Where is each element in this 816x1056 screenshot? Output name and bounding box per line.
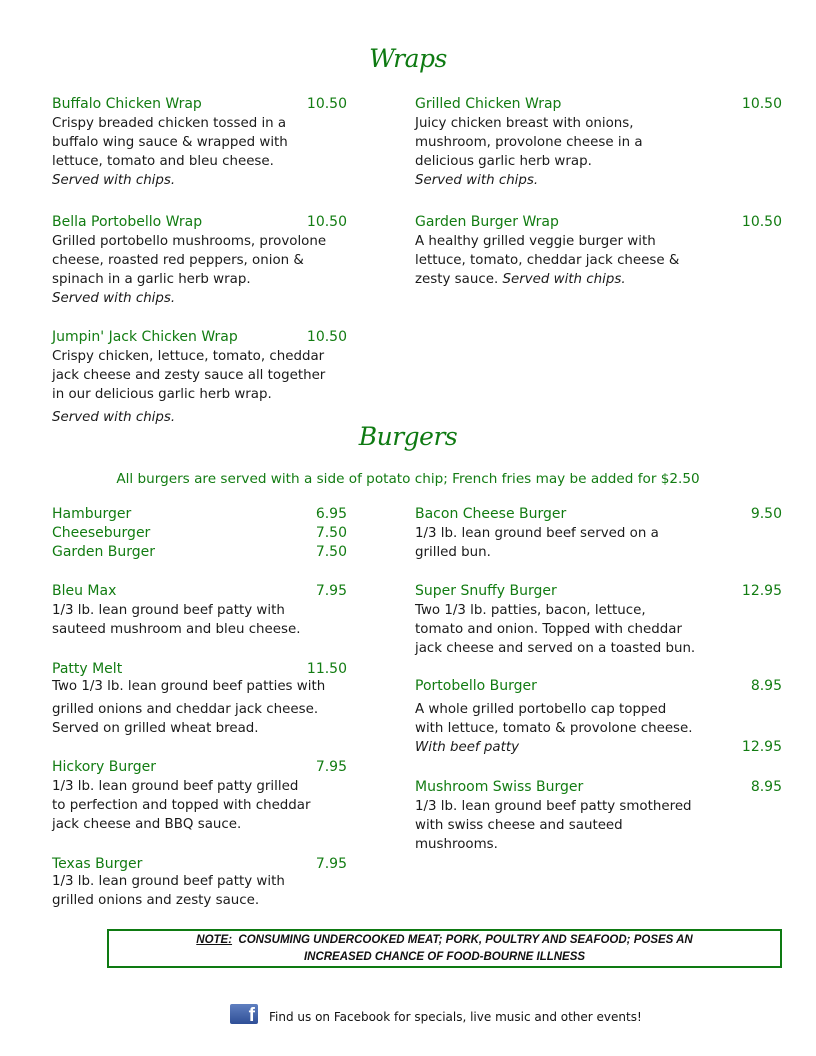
item-option-price: 12.95	[741, 739, 782, 755]
item-name: Hickory Burger	[52, 759, 157, 775]
menu-item-cheeseburger	[52, 524, 347, 543]
item-name: Garden Burger Wrap	[415, 214, 559, 230]
item-price: 12.95	[741, 583, 782, 599]
item-description: Two 1/3 lb. patties, bacon, lettuce, tomato and onion. Topped with cheddar jack cheese and served on a toasted bun.	[415, 603, 696, 656]
item-price: 8.95	[750, 779, 782, 795]
item-price: 7.95	[315, 759, 347, 775]
facebook-icon-letter: f	[248, 1005, 255, 1026]
item-served-with: Served with chips.	[415, 173, 539, 188]
item-price: 8.95	[750, 678, 782, 694]
item-price: 7.50	[315, 544, 347, 560]
item-description-wrapper	[415, 232, 782, 289]
item-name: Cheeseburger	[52, 525, 151, 541]
item-description: Grilled portobello mushrooms, provolone cheese, roasted red peppers, onion & spinach in a garlic herb wrap.	[52, 234, 327, 287]
item-description: A whole grilled portobello cap topped with lettuce, tomato & provolone cheese.	[415, 702, 693, 736]
item-name: Patty Melt	[52, 661, 123, 677]
item-price: 10.50	[306, 96, 347, 112]
menu-item-buffalo-chicken-wrap	[52, 95, 347, 190]
item-description-line1: Two 1/3 lb. lean ground beef patties with	[52, 679, 326, 694]
item-name: Portobello Burger	[415, 678, 537, 694]
menu-item-patty-melt	[52, 660, 347, 738]
item-description: 1/3 lb. lean ground beef patty with grilled onions and zesty sauce.	[52, 874, 285, 908]
item-description: 1/3 lb. lean ground beef served on a grilled bun.	[415, 526, 659, 560]
item-price: 7.50	[315, 525, 347, 541]
menu-item-texas-burger	[52, 855, 347, 910]
menu-item-grilled-chicken-wrap	[415, 95, 782, 190]
warning-text-line2: INCREASED CHANCE OF FOOD-BOURNE ILLNESS	[303, 951, 586, 963]
menu-item-bacon-cheese-burger	[415, 505, 782, 562]
facebook-promo-text: Find us on Facebook for specials, live music and other events!	[269, 1010, 642, 1024]
item-name: Texas Burger	[52, 856, 143, 872]
item-price: 10.50	[741, 96, 782, 112]
item-name: Super Snuffy Burger	[415, 583, 557, 599]
item-served-with: Served with chips.	[52, 291, 176, 306]
menu-item-hickory-burger	[52, 758, 347, 834]
item-price: 6.95	[315, 506, 347, 522]
burgers-side-note: All burgers are served with a side of potato chip; French fries may be added for $2.50	[116, 471, 700, 487]
item-description: Juicy chicken breast with onions, mushroom, provolone cheese in a delicious garlic herb wrap.	[415, 116, 643, 169]
menu-item-portobello-burger	[415, 677, 782, 757]
warning-text-line1: CONSUMING UNDERCOOKED MEAT; PORK, POULTRY AND SEAFOOD; POSES AN	[232, 934, 693, 946]
item-served-with: Served with chips.	[52, 410, 176, 425]
item-name: Bacon Cheese Burger	[415, 506, 567, 522]
item-description: 1/3 lb. lean ground beef patty grilled to perfection and topped with cheddar jack cheese and BBQ sauce.	[52, 779, 311, 832]
menu-item-garden-burger-wrap	[415, 213, 782, 289]
item-description: Crispy breaded chicken tossed in a buffalo wing sauce & wrapped with lettuce, tomato and bleu cheese.	[52, 116, 288, 169]
burgers-title: Burgers	[358, 422, 458, 451]
item-name: Bella Portobello Wrap	[52, 214, 203, 230]
item-price: 10.50	[741, 214, 782, 230]
item-price: 10.50	[306, 214, 347, 230]
menu-item-garden-burger	[52, 543, 347, 562]
item-name: Garden Burger	[52, 544, 156, 560]
item-served-with: Served with chips.	[52, 173, 176, 188]
item-option: With beef patty	[415, 740, 520, 755]
warning-label: NOTE:	[196, 934, 233, 946]
menu-item-mushroom-swiss-burger	[415, 778, 782, 854]
item-description: A healthy grilled veggie burger with lettuce, tomato, cheddar jack cheese & zesty sauce.	[415, 234, 680, 287]
menu-item-bella-portobello-wrap	[52, 213, 347, 308]
menu-item-jumpin-jack-chicken-wrap	[52, 328, 347, 427]
item-name: Grilled Chicken Wrap	[415, 96, 562, 112]
item-description: 1/3 lb. lean ground beef patty with sauteed mushroom and bleu cheese.	[52, 603, 301, 637]
item-price: 7.95	[315, 583, 347, 599]
facebook-icon[interactable]	[230, 1004, 258, 1024]
item-name: Jumpin' Jack Chicken Wrap	[52, 329, 238, 345]
item-name: Bleu Max	[52, 583, 117, 599]
menu-item-bleu-max	[52, 582, 347, 639]
item-price: 10.50	[306, 329, 347, 345]
item-name: Mushroom Swiss Burger	[415, 779, 584, 795]
warning-line1	[109, 932, 780, 949]
item-name: Hamburger	[52, 506, 132, 522]
menu-item-hamburger	[52, 505, 347, 524]
item-description: 1/3 lb. lean ground beef patty smothered with swiss cheese and sauteed mushrooms.	[415, 799, 692, 852]
item-description: Crispy chicken, lettuce, tomato, cheddar jack cheese and zesty sauce all together in our delicious garlic herb wrap.	[52, 349, 326, 402]
item-description-line2: grilled onions and cheddar jack cheese. Served on grilled wheat bread.	[52, 702, 319, 736]
menu-item-super-snuffy-burger	[415, 582, 782, 658]
item-price: 7.95	[315, 856, 347, 872]
item-price: 11.50	[306, 661, 347, 677]
item-name: Buffalo Chicken Wrap	[52, 96, 202, 112]
food-safety-warning	[107, 929, 782, 968]
item-price: 9.50	[750, 506, 782, 522]
item-served-with: Served with chips.	[498, 272, 626, 287]
wraps-title: Wraps	[369, 44, 447, 73]
